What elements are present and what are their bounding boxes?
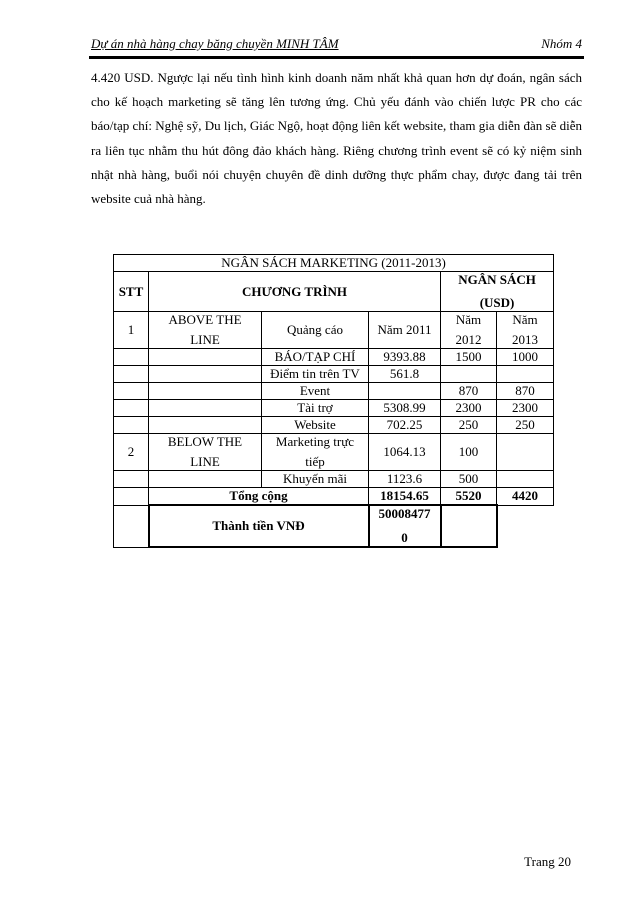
row-2013: 250 bbox=[497, 417, 554, 434]
stt-2: 2 bbox=[114, 434, 149, 471]
vnd-value bbox=[369, 505, 441, 547]
header-budget-label: NGÂN SÁCH bbox=[458, 272, 536, 287]
row-2011: 702.25 bbox=[369, 417, 441, 434]
page-number: Trang 20 bbox=[524, 854, 571, 869]
row-2011: 561.8 bbox=[369, 366, 441, 383]
row-item-b: tiếp bbox=[305, 454, 325, 469]
body-paragraph: 4.420 USD. Ngược lại nếu tình hình kinh doanh năm nhất khả quan hơn dự đoán, ngân sách cho kế hoạch marketing sẽ tăng lên tương ứng. Chủ yếu đánh vào chiến lược PR cho các báo/tạp chí: Nghệ sỹ, Du lịch, Giác Ngộ, hoạt động liên kết website, tham gia diễn đàn sẽ diễn ra liên tục nhằm thu hút đông đảo khách hàng. Riêng chương trình event sẽ có kỷ niệm sinh nhật nhà hàng, buổi nói chuyện chuyên đề dinh dưỡng thực phẩm chay, được đang tải trên website cuả nhà hàng. bbox=[91, 70, 582, 207]
row-item: Website bbox=[262, 417, 369, 434]
total-2011: 18154.65 bbox=[369, 488, 441, 506]
row-2012: 500 bbox=[441, 471, 497, 488]
header-title: Dự án nhà hàng chay băng chuyền MINH TÂM bbox=[91, 36, 339, 51]
header-group: Nhóm 4 bbox=[541, 36, 582, 51]
table-caption: NGÂN SÁCH MARKETING (2011-2013) bbox=[114, 255, 554, 272]
group2-line-b: LINE bbox=[190, 454, 220, 469]
year-2011-label: Năm 2011 bbox=[369, 312, 441, 349]
total-row bbox=[114, 488, 554, 506]
row-2013 bbox=[497, 366, 554, 383]
year-2012-a: Năm bbox=[455, 312, 482, 327]
year-2012-label bbox=[441, 312, 497, 349]
row-2012: 1500 bbox=[441, 349, 497, 366]
row-2013: 2300 bbox=[497, 400, 554, 417]
group2-line-a: BELOW THE bbox=[167, 434, 243, 449]
row-2012: 2300 bbox=[441, 400, 497, 417]
row-2012: 100 bbox=[441, 434, 497, 471]
row-2012: 870 bbox=[441, 383, 497, 400]
total-2012: 5520 bbox=[441, 488, 497, 506]
header-program: CHƯƠNG TRÌNH bbox=[149, 272, 441, 312]
year-2013-b: 2013 bbox=[512, 332, 539, 347]
table-row bbox=[114, 471, 554, 488]
row-item: Quảng cáo bbox=[262, 312, 369, 349]
row-item: Event bbox=[262, 383, 369, 400]
row-2011: 5308.99 bbox=[369, 400, 441, 417]
row-2013: 870 bbox=[497, 383, 554, 400]
total-2013: 4420 bbox=[497, 488, 554, 506]
table-row bbox=[114, 383, 554, 400]
year-2012-b: 2012 bbox=[455, 332, 482, 347]
header-budget-unit: (USD) bbox=[479, 295, 515, 310]
vnd-value-b: 0 bbox=[401, 530, 408, 545]
header-budget bbox=[441, 272, 554, 312]
group1-line-a: ABOVE THE bbox=[168, 312, 242, 327]
header-stt: STT bbox=[114, 272, 149, 312]
vnd-value-a: 50008477 bbox=[378, 506, 431, 521]
row-item: Tài trợ bbox=[262, 400, 369, 417]
year-2013-label bbox=[497, 312, 554, 349]
row-item: BÁO/TẠP CHÍ bbox=[262, 349, 369, 366]
table-row bbox=[114, 434, 554, 471]
stt-1: 1 bbox=[114, 312, 149, 349]
vnd-label: Thành tiền VNĐ bbox=[149, 505, 369, 547]
row-2013 bbox=[497, 434, 554, 471]
row-2011: 9393.88 bbox=[369, 349, 441, 366]
row-2013 bbox=[497, 471, 554, 488]
table-row bbox=[114, 417, 554, 434]
row-2013: 1000 bbox=[497, 349, 554, 366]
row-2012: 250 bbox=[441, 417, 497, 434]
row-2011: 1064.13 bbox=[369, 434, 441, 471]
row-item-a: Marketing trực bbox=[275, 434, 355, 449]
table-row bbox=[114, 400, 554, 417]
total-label: Tổng cộng bbox=[149, 488, 369, 506]
header-rule bbox=[89, 56, 584, 59]
table-row bbox=[114, 349, 554, 366]
group-below-the-line bbox=[149, 434, 262, 471]
row-2011: 1123.6 bbox=[369, 471, 441, 488]
table-row bbox=[114, 366, 554, 383]
group1-line-b: LINE bbox=[190, 332, 220, 347]
row-item bbox=[262, 434, 369, 471]
row-item: Khuyến mãi bbox=[262, 471, 369, 488]
vnd-row bbox=[114, 505, 554, 547]
row-2011 bbox=[369, 383, 441, 400]
row-2012 bbox=[441, 366, 497, 383]
marketing-budget-table bbox=[113, 254, 554, 548]
page-header bbox=[91, 36, 582, 54]
year-2013-a: Năm bbox=[512, 312, 538, 327]
group-above-the-line bbox=[149, 312, 262, 349]
row-item: Điểm tin trên TV bbox=[262, 366, 369, 383]
